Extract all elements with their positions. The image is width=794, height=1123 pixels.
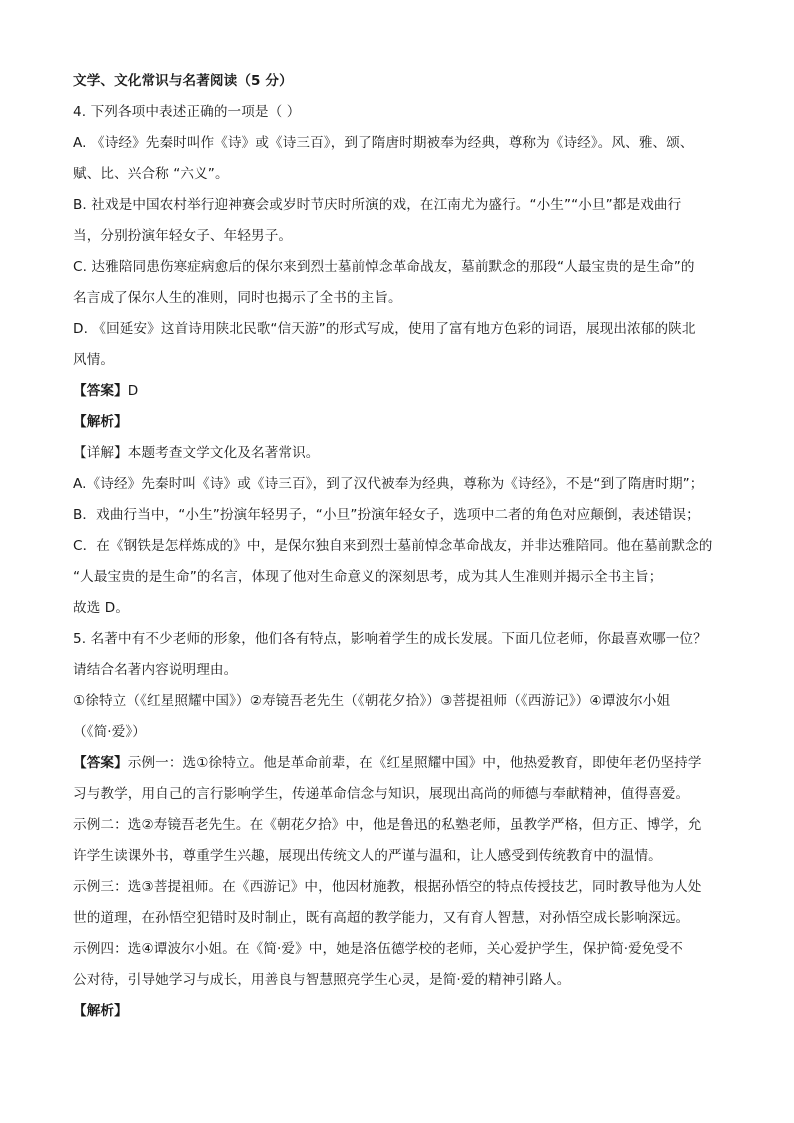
option-a-line-2: 赋、比、兴合称 “六义”。 [73,166,229,182]
detail-line-3: B．戏曲行当中，“小生”扮演年轻男子，“小旦”扮演年轻女子，选项中二者的角色对应颠倒，表述错误； [73,507,700,523]
example-line-8: 公对待，引导她学习与成长，用善良与智慧照亮学生心灵，是简·爱的精神引路人。 [73,972,571,988]
example-line: 示例一：选①徐特立。他是革命前辈，在《红星照耀中国》中，他热爱教育，即使年老仍坚持学 [127,755,702,771]
question-5-stem-line-2: 请结合名著内容说明理由。 [73,662,238,678]
example-line-5: 示例三：选③菩提祖师。在《西游记》中，他因材施教，根据孙悟空的特点传授技艺，同时教导他为人处 [73,879,702,895]
detail-line-4: C．在《钢铁是怎样炼成的》中，是保尔独自来到烈士墓前悼念革命战友，并非达雅陪同。他在墓前默念的 [73,538,713,554]
section-title: 文学、文化常识与名著阅读（5 分） [73,73,293,89]
answer-tag: 【答案】 [73,383,128,399]
example-line-3: 示例二：选②寿镜吾老先生。在《朝花夕拾》中，他是鲁迅的私塾老师，虽教学严格，但方正、博学，允 [73,817,702,833]
question-5-stem-line-1: 5. 名著中有不少老师的形象，他们各有特点，影响着学生的成长发展。下面几位老师，你最喜欢哪一位？ [73,631,707,647]
example-line-2: 习与教学，用自己的言行影响学生，传递革命信念与知识，展现出高尚的师德与奉献精神，值得喜爱。 [73,786,690,802]
question-4-stem: 4. 下列各项中表述正确的一项是（ ） [73,104,301,120]
answer-value: D [127,383,139,399]
example-line-6: 世的道理，在孙悟空犯错时及时制止，既有高超的教学能力，又有育人智慧，对孙悟空成长影响深远。 [73,910,690,926]
example-line-4: 许学生读课外书，尊重学生兴趣，展现出传统文人的严谨与温和，让人感受到传统教育中的温情。 [73,848,662,864]
detail-line-2: A.《诗经》先秦时叫《诗》或《诗三百》，到了汉代被奉为经典，尊称为《诗经》，不是“到了隋唐时期”； [73,476,704,492]
option-d-line-1: D. 《回延安》这首诗用陕北民歌“信天游”的形式写成，使用了富有地方色彩的词语，展现出浓郁的陕北 [73,321,696,337]
question-5-choices-line-1: ①徐特立（《红星照耀中国》）②寿镜吾老先生（《朝花夕拾》）③菩提祖师（《西游记》）④谭波尔小姐 [73,693,671,709]
question-5-choices-line-2: （《简·爱》） [73,724,146,740]
question-5-answer-line-1 [73,748,723,779]
detail-line-1: 【详解】本题考查文学文化及名著常识。 [73,445,320,461]
detail-line-6: 故选 D。 [73,600,130,616]
option-d-line-2: 风情。 [73,352,115,368]
page-content [73,66,723,1027]
answer-tag: 【答案】 [73,755,128,771]
example-line-7: 示例四：选④谭波尔小姐。在《简·爱》中，她是洛伍德学校的老师，关心爱护学生，保护简·爱免受不 [73,941,683,957]
detail-line-5: “人最宝贵的是生命”的名言，体现了他对生命意义的深刻思考，成为其人生准则并揭示全书主旨； [73,569,663,585]
option-b-line-1: B. 社戏是中国农村举行迎神赛会或岁时节庆时所演的戏，在江南尤为盛行。“小生”“小旦”都是戏曲行 [73,197,682,213]
question-4-analysis-tag: 【解析】 [73,414,128,430]
question-4-answer [73,376,723,407]
question-5-analysis-tag: 【解析】 [73,1003,128,1019]
option-c-line-1: C. 达雅陪同患伤寒症病愈后的保尔来到烈士墓前悼念革命战友，墓前默念的那段“人最宝贵的是生命”的 [73,259,695,275]
option-b-line-2: 当，分别扮演年轻女子、年轻男子。 [73,228,293,244]
option-a-line-1: A. 《诗经》先秦时叫作《诗》或《诗三百》，到了隋唐时期被奉为经典，尊称为《诗经》。风、雅、颂、 [73,135,694,151]
option-c-line-2: 名言成了保尔人生的准则，同时也揭示了全书的主旨。 [73,290,402,306]
